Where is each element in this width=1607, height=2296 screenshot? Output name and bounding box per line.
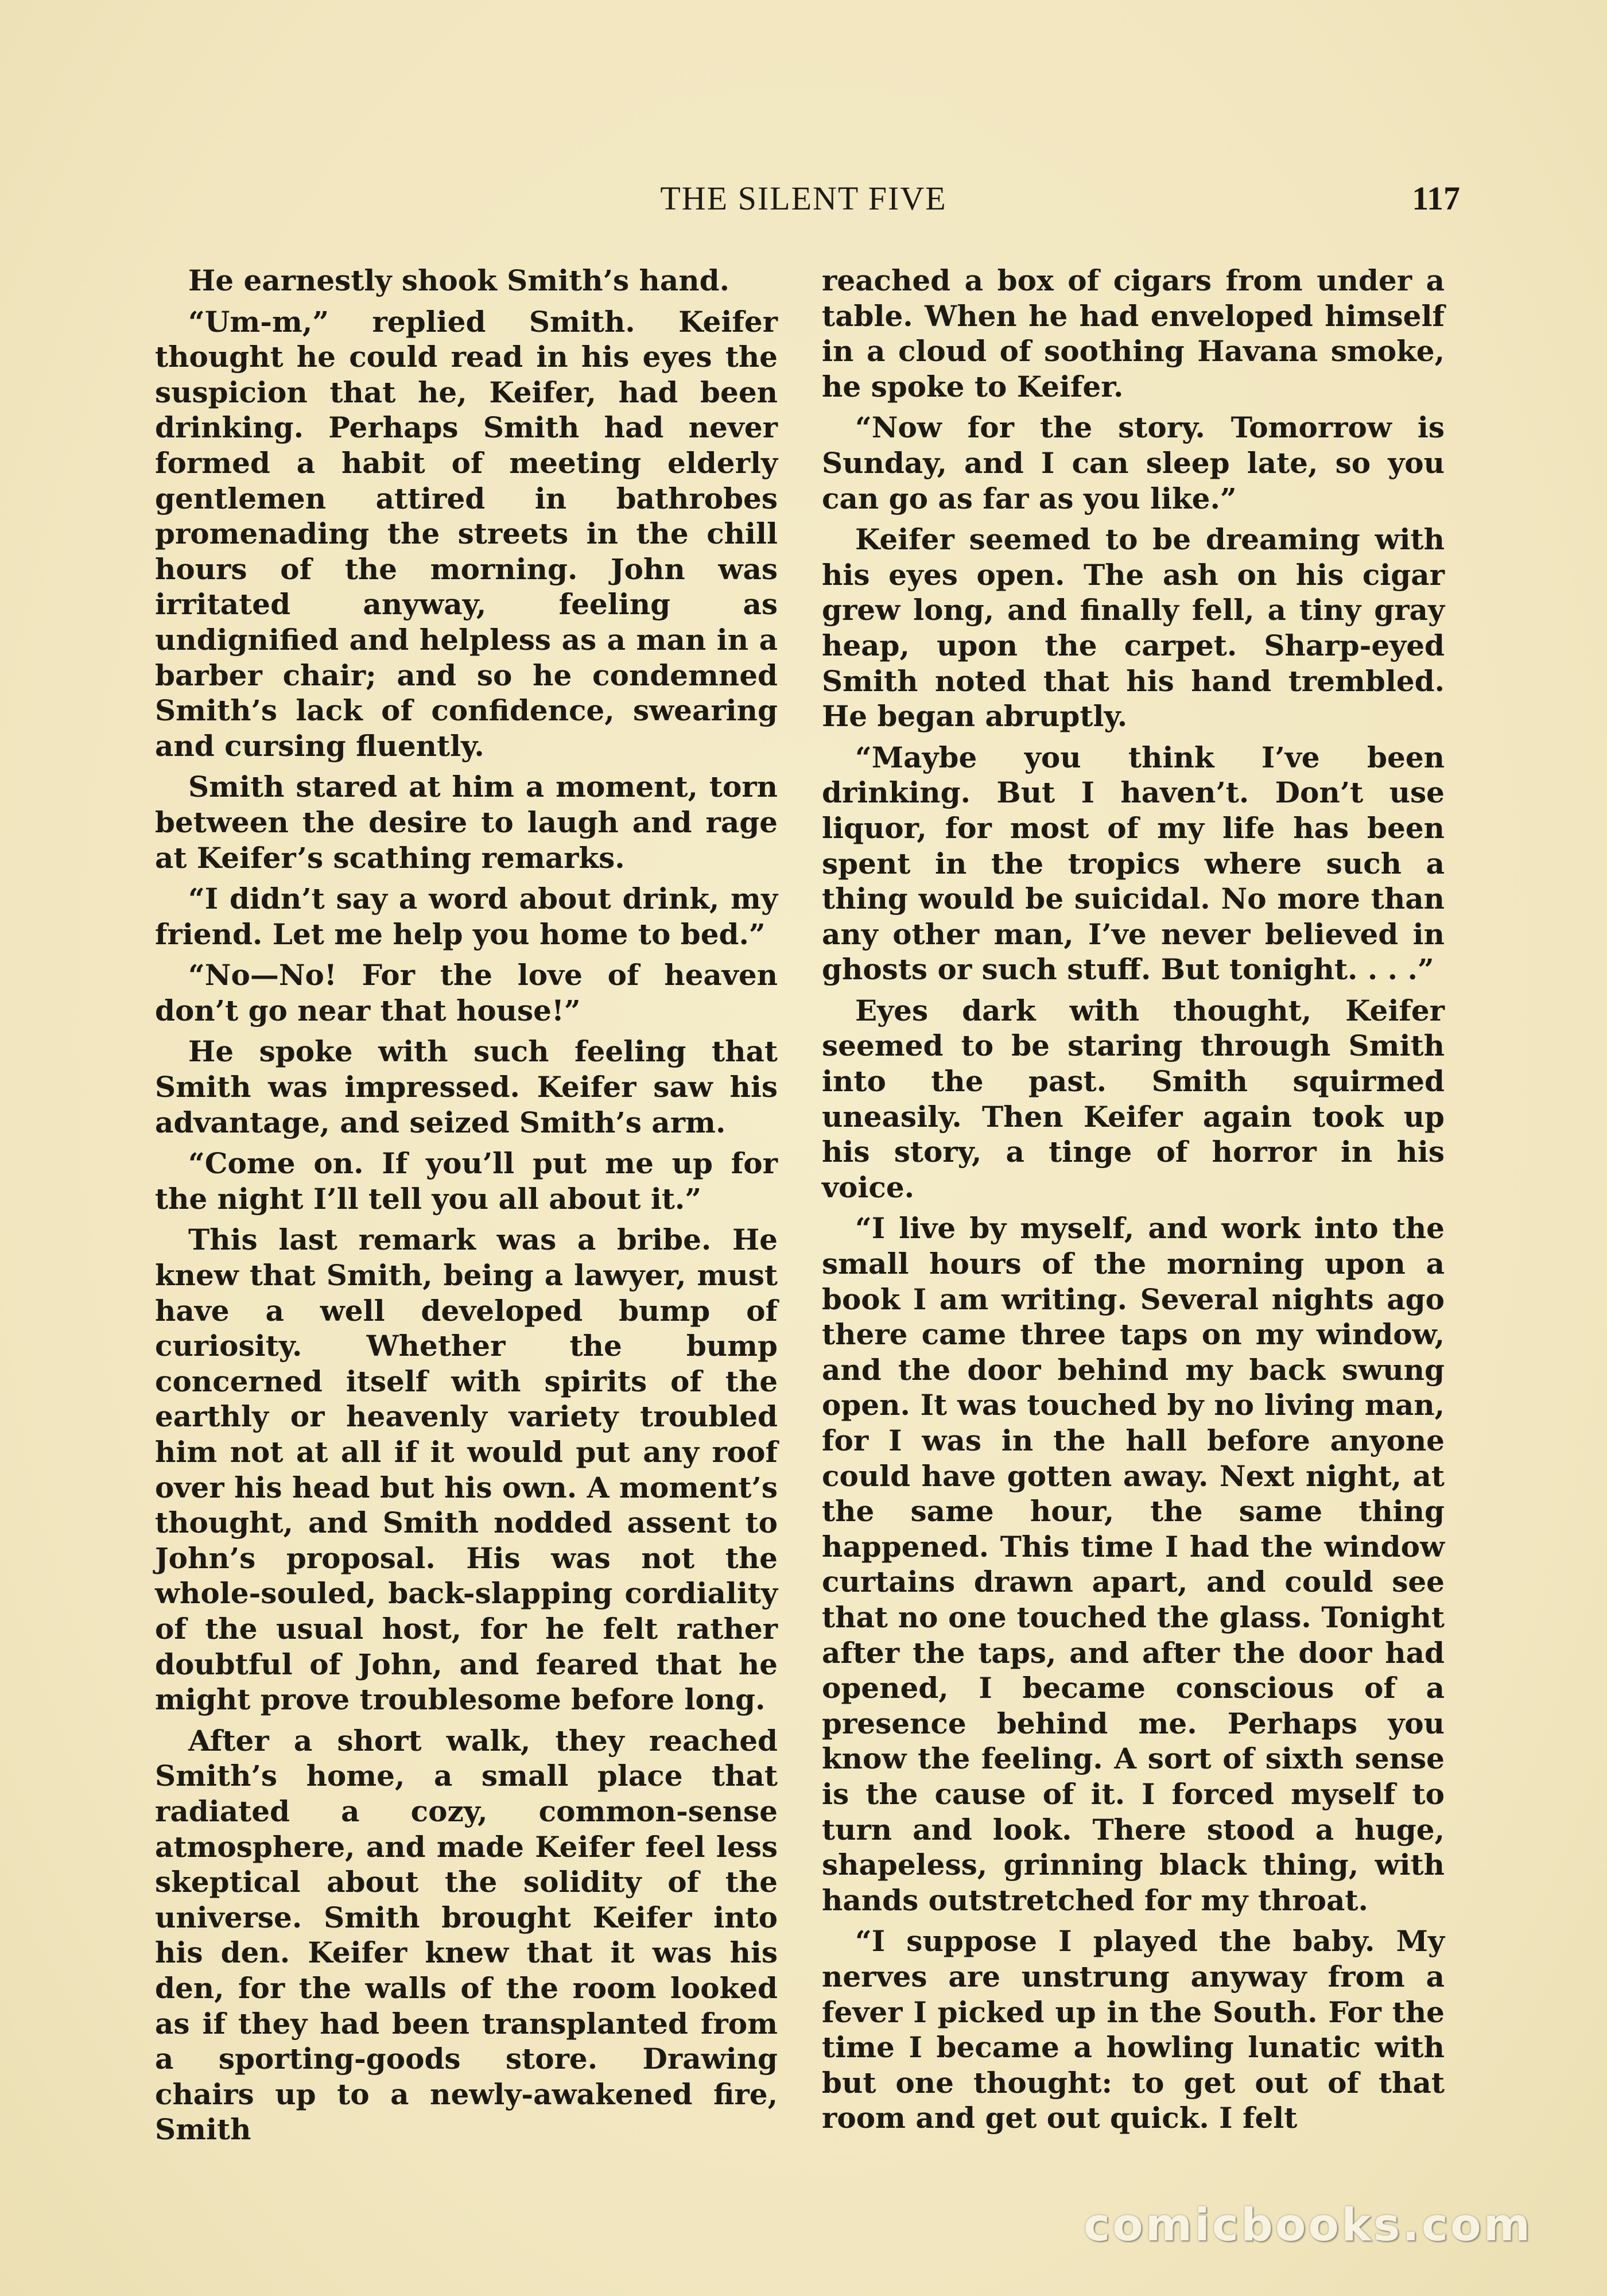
paragraph: Eyes dark with thought, Keifer seemed to be staring through Smith into the past. Smith squirmed uneasily. Then Keifer again took up his story, a tinge of horror in his voice. — [822, 993, 1445, 1204]
paragraph: This last remark was a bribe. He knew that Smith, being a lawyer, must have a well developed bump of curiosity. Whether the bump concerned itself with spirits of the earthly or heavenly variety troubled him not at all if it would put any roof over his head but his own. A moment’s thought, and Smith nodded assent to John’s proposal. His was not the whole-souled, back-slapping cordiality of the usual host, for he felt rather doubtful of John, and feared that he might prove troublesome before long. — [155, 1223, 778, 1717]
paragraph: “Now for the story. Tomorrow is Sunday, and I can sleep late, so you can go as far as you like.” — [822, 410, 1445, 515]
running-head — [0, 177, 1607, 223]
paragraph: “I live by myself, and work into the small hours of the morning upon a book I am writing. Several nights ago there came three taps on my window, and the door behind my back swung open. It was touched by no living man, for I was in the hall before anyone could have gotten away. Next night, at the same hour, the same thing happened. This time I had the window curtains drawn apart, and could see that no one touched the glass. Tonight after the taps, and after the door had opened, I became conscious of a presence behind me. Perhaps you know the feeling. A sort of sixth sense is the cause of it. I forced myself to turn and look. There stood a huge, shapeless, grinning black thing, with hands outstretched for my throat. — [822, 1211, 1445, 1917]
paragraph: reached a box of cigars from under a table. When he had enveloped himself in a cloud of soothing Havana smoke, he spoke to Keifer. — [822, 263, 1445, 404]
watermark-logo: comicbooks.com — [1083, 2200, 1532, 2251]
paragraph: After a short walk, they reached Smith’s home, a small place that radiated a cozy, common-sense atmosphere, and made Keifer feel less skeptical about the solidity of the universe. Smith brought Keifer into his den. Keifer knew that it was his den, for the walls of the room looked as if they had been transplanted from a sporting-goods store. Drawing chairs up to a newly-awakened fire, Smith — [155, 1723, 778, 2147]
left-text-column — [155, 263, 778, 2153]
page-title: THE SILENT FIVE — [660, 180, 947, 217]
right-text-column — [822, 263, 1445, 2142]
page-number: 117 — [1412, 180, 1460, 217]
paragraph: Smith stared at him a moment, torn between the desire to laugh and rage at Keifer’s scathing remarks. — [155, 770, 778, 875]
paragraph: “I didn’t say a word about drink, my friend. Let me help you home to bed.” — [155, 882, 778, 951]
paragraph: He spoke with such feeling that Smith was impressed. Keifer saw his advantage, and seized Smith’s arm. — [155, 1034, 778, 1139]
paragraph: “Um-m,” replied Smith. Keifer thought he could read in his eyes the suspicion that he, Keifer, had been drinking. Perhaps Smith had never formed a habit of meeting elderly gentlemen attired in bathrobes promenading the streets in the chill hours of the morning. John was irritated anyway, feeling as undignified and helpless as a man in a barber chair; and so he condemned Smith’s lack of confidence, swearing and cursing fluently. — [155, 304, 778, 763]
paragraph: Keifer seemed to be dreaming with his eyes open. The ash on his cigar grew long, and finally fell, a tiny gray heap, upon the carpet. Sharp-eyed Smith noted that his hand trembled. He began abruptly. — [822, 522, 1445, 734]
paragraph: “No—No! For the love of heaven don’t go near that house!” — [155, 958, 778, 1027]
paragraph: “I suppose I played the baby. My nerves are unstrung anyway from a fever I picked up in the South. For the time I became a howling lunatic with but one thought: to get out of that room and get out quick. I felt — [822, 1924, 1445, 2135]
paragraph: “Come on. If you’ll put me up for the night I’ll tell you all about it.” — [155, 1146, 778, 1216]
paragraph: He earnestly shook Smith’s hand. — [188, 263, 730, 297]
paragraph: “Maybe you think I’ve been drinking. But I haven’t. Don’t use liquor, for most of my life has been spent in the tropics where such a thing would be suicidal. No more than any other man, I’ve never believed in ghosts or such stuff. But tonight. . . .” — [822, 740, 1445, 987]
